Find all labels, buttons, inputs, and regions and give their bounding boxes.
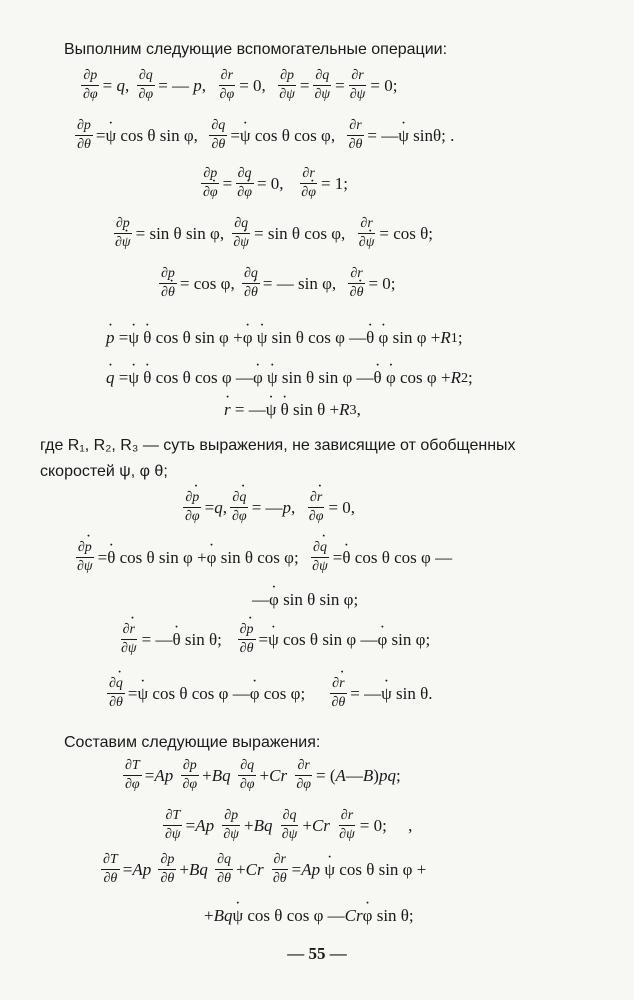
equation-row-4: $\frac{\partial p}{\partial\cdot \psi}$ = sin θ sin φ, $\frac{\partial q}{\partial\cdot \psi}$ = sin θ cos φ, $\frac{\partial r}{\partial\cdot \psi}$ = cos θ;	[110, 216, 433, 251]
where-line: где R₁, R₂, R₃ — суть выражения, не зависящие от обобщенных	[40, 437, 516, 454]
equation-row-10: $\frac{\partial T}{\partial\varphi}$ = Ap $\frac{\partial p}{\partial\varphi}$ + Bq $\frac{\partial q}{\partial\varphi}$ + Cr $\frac{\partial r}{\partial\varphi}$ = ( A — B ) pq ;	[125, 758, 401, 792]
equation-row-2: $\frac{\partial p}{\partial\theta}$ = · ψ cos θ sin φ, $\frac{\partial q}{\partial\theta}$ = · ψ cos θ cos φ, $\frac{\partial r}{\partial\theta}$ = — · ψ sinθ; .	[72, 118, 454, 153]
equation-q-dot: · q = · ψ · θ cos θ cos φ — · φ · ψ sin θ sin φ — · θ · φ cos φ + R 2 ;	[106, 368, 473, 388]
equation-row-3: $\frac{\partial p}{\partial\cdot \varphi}$ = $\frac{\partial q}{\partial\cdot \varphi}$ = 0, $\frac{\partial r}{\partial\cdot \varphi}$ = 1;	[198, 166, 348, 201]
equation-row-1: $\frac{\partial p}{\partial\varphi}$ = q , $\frac{\partial q}{\partial\varphi}$ = — p , $\frac{\partial r}{\partial\varphi}$ = 0, $\frac{\partial p}{\partial\psi}$ = $\frac{\partial q}{\partial\psi}$ = $\frac{\partial r}{\partial\psi}$ = 0;	[83, 68, 398, 102]
equation-p-dot: · p = · ψ · θ cos θ sin φ + · φ · ψ sin θ cos φ — · θ · φ sin φ + R 1 ;	[106, 328, 463, 348]
equation-row-7-cont: — · φ sin θ sin φ;	[252, 590, 358, 610]
equation-row-6: $\frac{\partial\cdot p}{\partial\varphi}$ = q , $\frac{\partial\cdot q}{\partial\varphi}$ = — p , $\frac{\partial\cdot r}{\partial\varphi}$ = 0,	[180, 490, 355, 525]
speeds-line: скоростей ψ, φ θ;	[40, 463, 168, 480]
equation-row-12-cont: + Bq · ψ cos θ cos φ — Cr · φ sin θ;	[204, 906, 414, 926]
equation-r-dot: · r = — · ψ · θ sin θ + R 3 ,	[224, 400, 361, 420]
page-number: — 55 —	[287, 944, 347, 963]
equation-row-7: $\frac{\partial\cdot p}{\partial\psi}$ = · θ cos θ sin φ + · φ sin θ cos φ; $\frac{\partial\cdot q}{\partial\psi}$ = · θ cos θ cos φ —	[72, 540, 452, 575]
equation-row-11: $\frac{\partial T}{\partial\psi}$ = Ap $\frac{\partial p}{\partial\psi}$ + Bq $\frac{\partial q}{\partial\psi}$ + Cr $\frac{\partial r}{\partial\psi}$ = 0; ,	[165, 808, 413, 842]
equation-row-8: $\frac{\partial\cdot r}{\partial\psi}$ = — · θ sin θ; $\frac{\partial\cdot p}{\partial\theta}$ = · ψ cos θ sin φ — · φ sin φ;	[116, 622, 430, 657]
compose-line: Составим следующие выражения:	[64, 734, 321, 751]
equation-row-5: $\frac{\partial p}{\partial\cdot \theta}$ = cos φ, $\frac{\partial q}{\partial\cdot \theta}$ = — sin φ, $\frac{\partial r}{\partial\cdot \theta}$ = 0;	[156, 266, 396, 301]
intro-line: Выполним следующие вспомогательные операции:	[64, 41, 448, 58]
equation-row-9: $\frac{\partial\cdot q}{\partial\theta}$ = · ψ cos θ cos φ — · φ cos φ; $\frac{\partial\cdot r}{\partial\theta}$ = — · ψ sin θ.	[104, 676, 433, 711]
equation-row-12: $\frac{\partial T}{\partial\theta}$ = Ap $\frac{\partial p}{\partial\theta}$ + Bq $\frac{\partial q}{\partial\theta}$ + Cr $\frac{\partial r}{\partial\theta}$ = Ap · ψ cos θ sin φ +	[98, 852, 426, 887]
